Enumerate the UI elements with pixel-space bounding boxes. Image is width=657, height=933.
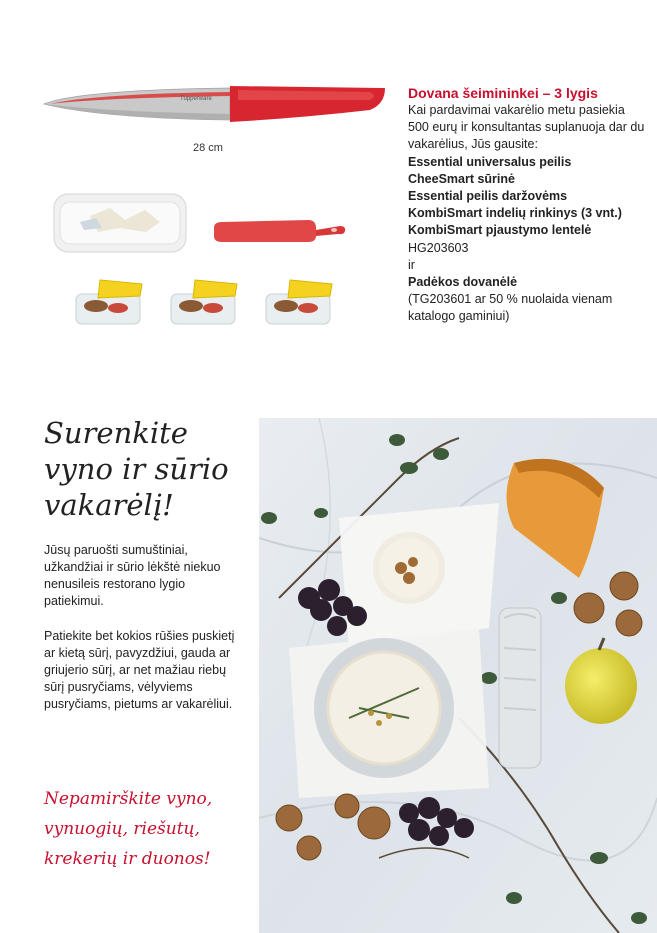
headline-line: vakarėlį! <box>44 488 174 522</box>
cutting-board-image <box>212 216 347 246</box>
headline-line: vyno ir sūrio <box>44 452 229 486</box>
offer-title: Dovana šeimininkei – 3 lygis <box>408 85 598 101</box>
kombismart-container-image <box>165 276 241 328</box>
reminder-line: krekerių ir duonos! <box>44 849 211 869</box>
offer-item: CheeSmart sūrinė <box>408 171 515 186</box>
offer-code: HG203603 <box>408 240 469 255</box>
page-headline <box>44 415 254 523</box>
kombismart-container-image <box>70 276 146 328</box>
reminder-note <box>44 784 244 874</box>
cheese-platter-photo <box>259 418 657 933</box>
knife-image <box>40 78 385 130</box>
kombismart-container-image <box>260 276 336 328</box>
body-paragraph-1: Jūsų paruošti sumuštiniai, užkandžiai ir sūrio lėkštė niekuo nenusileis restorano lygio patiekimui. <box>44 543 221 608</box>
offer-intro: Kai pardavimai vakarėlio metu pasiekia 500 eurų ir konsultantas suplanuoja dar du vakarėlius, Jūs gausite: <box>408 103 645 152</box>
headline-line: Surenkite <box>44 416 188 450</box>
offer-conjunction: ir <box>408 257 415 272</box>
offer-item: KombiSmart pjaustymo lentelė <box>408 223 592 238</box>
offer-item: Essential peilis daržovėms <box>408 189 568 204</box>
offer-block <box>408 85 648 326</box>
knife-size-label: 28 cm <box>193 142 223 154</box>
body-paragraph-2: Patiekite bet kokios rūšies puskietį ar kietą sūrį, pavyzdžiui, gauda ar griujerio sūrį, ar net mažiau riebų sūrį pusryčiams, vėlyviems pusryčiams, pietums ar vakarėliui. <box>44 629 235 711</box>
reminder-line: Nepamirškite vyno, <box>44 789 213 809</box>
offer-item: KombiSmart indelių rinkinys (3 vnt.) <box>408 206 622 221</box>
reminder-line: vynuogių, riešutų, <box>44 819 200 839</box>
offer-item: Essential universalus peilis <box>408 154 572 169</box>
gift-detail: (TG203601 ar 50 % nuolaida vienam katalogo gaminiui) <box>408 292 613 324</box>
knife-brand: Tupperware <box>180 96 212 102</box>
cheese-container-image <box>50 188 190 258</box>
gift-title: Padėkos dovanėlė <box>408 275 518 290</box>
